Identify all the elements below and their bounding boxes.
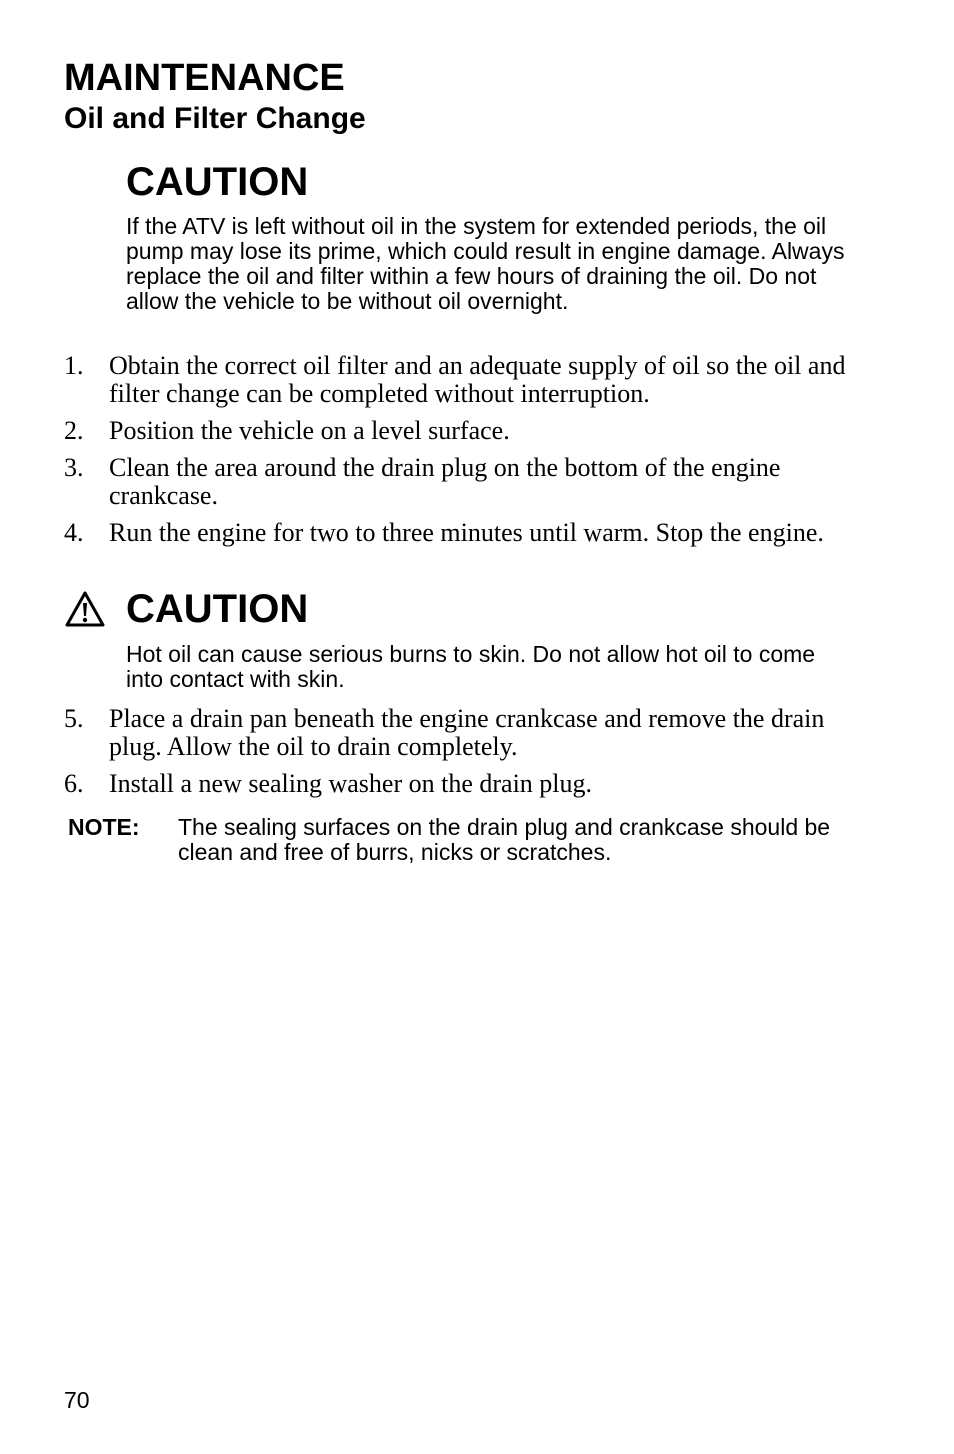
step-text: Position the vehicle on a level surface. bbox=[109, 416, 510, 445]
step-number: 2. bbox=[64, 416, 84, 445]
caution-heading: CAUTION bbox=[126, 587, 309, 631]
page-number: 70 bbox=[64, 1387, 90, 1413]
step-text: Clean the area around the drain plug on the bottom of the engine crankcase. bbox=[109, 453, 781, 510]
caution-text: If the ATV is left without oil in the system for extended periods, the oil pump may lose its prime, which could result in engine damage. Always replace the oil and filter within a few hours of draining the oil. Do not allow the vehicle to be without oil overnight. bbox=[126, 213, 845, 314]
step-number: 5. bbox=[64, 704, 84, 733]
step-number: 3. bbox=[64, 453, 84, 482]
step-text: Run the engine for two to three minutes until warm. Stop the engine. bbox=[109, 518, 824, 547]
note-label: NOTE: bbox=[68, 814, 140, 840]
step-text: Obtain the correct oil filter and an adequate supply of oil so the oil and filter change can be completed without interruption. bbox=[109, 351, 846, 408]
procedure-steps-2 bbox=[64, 705, 864, 807]
step-text: Place a drain pan beneath the engine crankcase and remove the drain plug. Allow the oil to drain completely. bbox=[109, 704, 825, 761]
procedure-steps-1 bbox=[64, 352, 864, 556]
note-text: The sealing surfaces on the drain plug and crankcase should be clean and free of burrs, nicks or scratches. bbox=[178, 814, 831, 865]
step-number: 4. bbox=[64, 518, 84, 547]
list-item bbox=[64, 705, 864, 761]
list-item bbox=[64, 770, 864, 798]
list-item bbox=[64, 352, 864, 408]
step-text: Install a new sealing washer on the drain plug. bbox=[109, 769, 593, 798]
subsection-title: Oil and Filter Change bbox=[64, 102, 366, 135]
caution-heading: CAUTION bbox=[126, 160, 309, 204]
step-number: 1. bbox=[64, 351, 84, 380]
warning-triangle-icon bbox=[64, 590, 106, 628]
caution-text: Hot oil can cause serious burns to skin. Do not allow hot oil to come into contact with skin. bbox=[126, 641, 816, 692]
step-number: 6. bbox=[64, 769, 84, 798]
list-item bbox=[64, 417, 864, 445]
section-title: MAINTENANCE bbox=[64, 57, 345, 99]
list-item bbox=[64, 519, 864, 547]
list-item bbox=[64, 454, 864, 510]
